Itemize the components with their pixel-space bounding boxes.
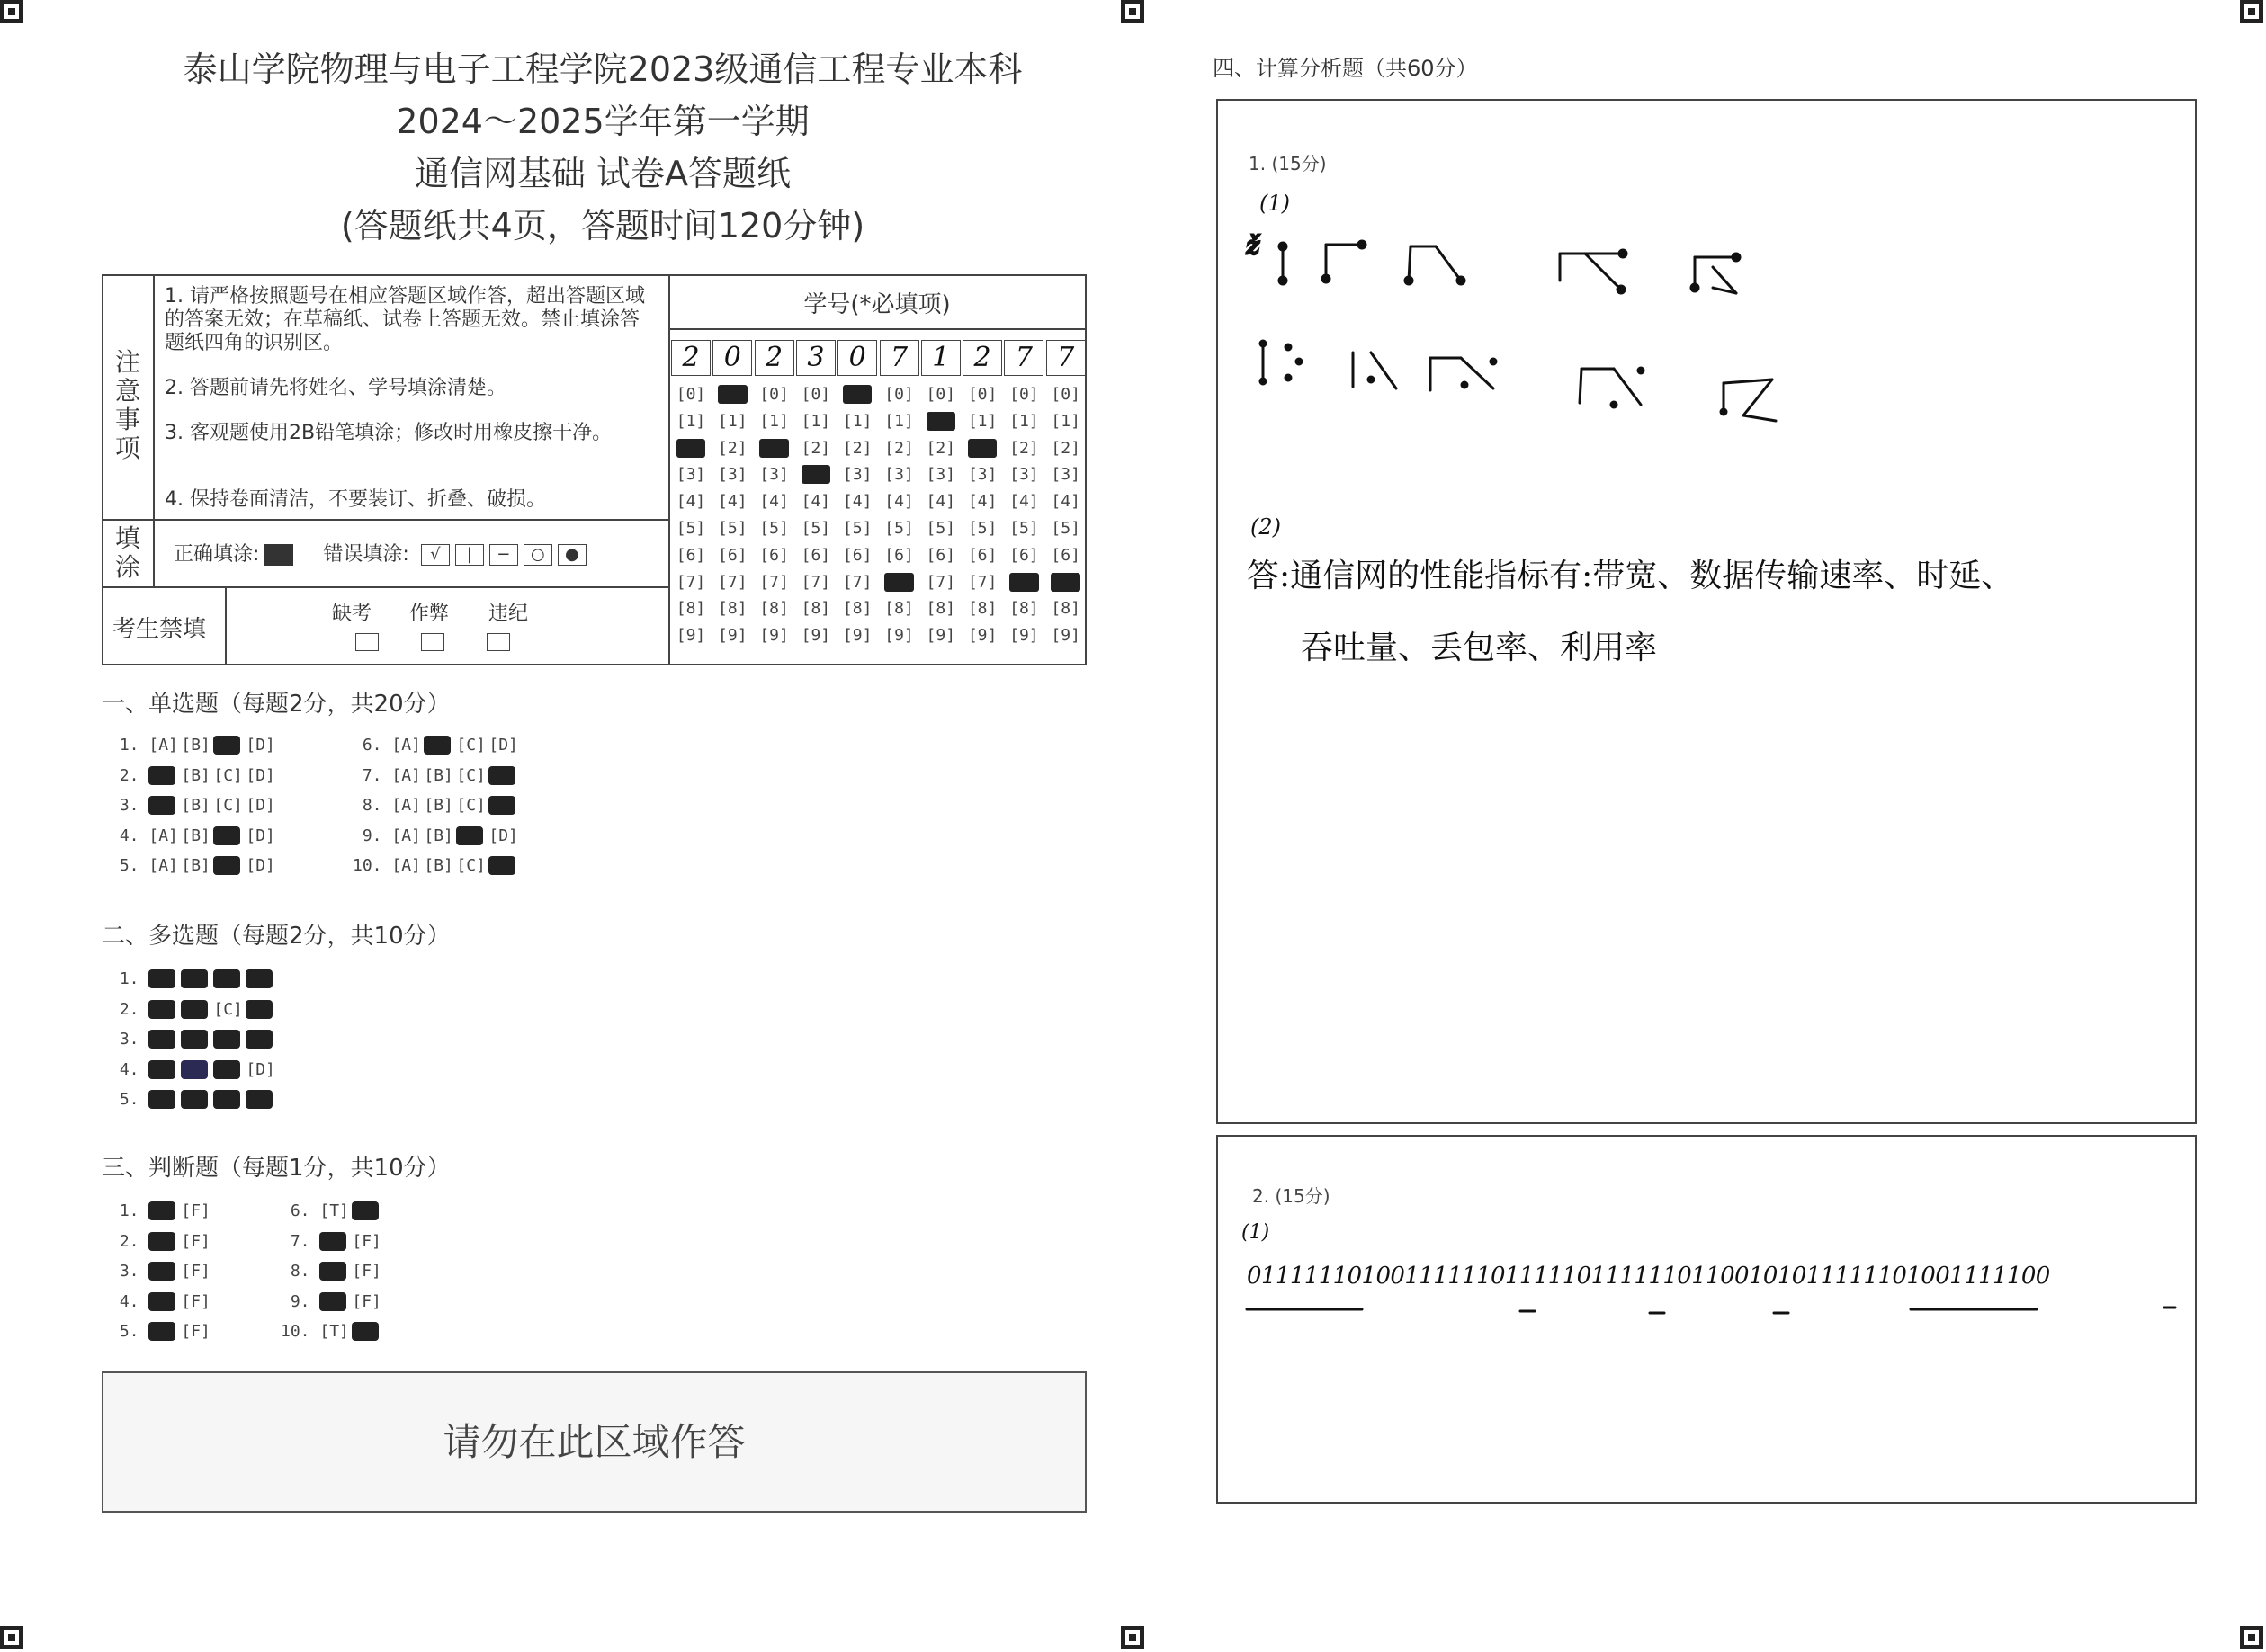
- student-id-bubble[interactable]: [0]: [926, 385, 956, 404]
- student-id-bubble[interactable]: [7]: [801, 572, 831, 592]
- student-id-bubble[interactable]: [6]: [967, 545, 998, 565]
- student-id-title: 学号(*必填项): [803, 291, 951, 318]
- corner-mark-bottom-middle: [1121, 1626, 1144, 1649]
- student-id-bubble[interactable]: [0]: [884, 385, 914, 404]
- answer-bubble[interactable]: [T]: [319, 1231, 349, 1251]
- answer-bubble[interactable]: [F]: [181, 1322, 210, 1341]
- answer-bubble[interactable]: [T]: [148, 1262, 178, 1281]
- student-id-bubble[interactable]: [3]: [801, 465, 831, 485]
- answer-bubble[interactable]: [T]: [319, 1322, 349, 1341]
- question-row: [110, 1292, 213, 1311]
- student-id-bubble[interactable]: [9]: [718, 626, 748, 646]
- student-id-bubble[interactable]: [7]: [676, 572, 706, 592]
- student-id-bubble[interactable]: [6]: [676, 545, 706, 565]
- student-id-digit-cell[interactable]: 2: [755, 340, 794, 376]
- student-id-bubble[interactable]: [7]: [1009, 572, 1039, 592]
- student-id-bubble[interactable]: [5]: [801, 519, 831, 538]
- answer-bubble[interactable]: [D]: [488, 796, 518, 815]
- question-row: [110, 736, 278, 755]
- question-number: 2.: [110, 765, 149, 785]
- correct-fill-mark: [264, 544, 293, 566]
- student-id-digit-cell[interactable]: 2: [671, 340, 711, 376]
- wrong-fill-circle: ○: [524, 544, 552, 566]
- answer-bubble[interactable]: [A]: [148, 1090, 178, 1109]
- student-id-bubble[interactable]: [1]: [1009, 411, 1039, 431]
- student-id-bubble[interactable]: [3]: [884, 465, 914, 485]
- student-id-bubble[interactable]: [4]: [926, 492, 956, 512]
- section2-title: 二、多选题（每题2分，共10分）: [102, 923, 451, 950]
- answer-bubble[interactable]: [B]: [181, 765, 210, 785]
- question-number: 1.: [110, 736, 149, 755]
- wrong-fill-label: 错误填涂:: [323, 543, 409, 566]
- answer-bubble[interactable]: [C]: [456, 826, 486, 845]
- exam-title-line1: 泰山学院物理与电子工程学院2023级通信工程专业本科: [183, 49, 1023, 89]
- student-id-bubble[interactable]: [8]: [884, 599, 914, 619]
- question-number: 2.: [110, 1231, 149, 1251]
- answer-bubble[interactable]: [C]: [213, 999, 243, 1019]
- question-number: 9.: [353, 826, 392, 845]
- question-row: [281, 1232, 384, 1251]
- q1-answer-line1: 答:通信网的性能指标有:带宽、数据传输速率、时延、: [1247, 558, 2014, 594]
- answer-bubble[interactable]: [A]: [148, 1059, 178, 1079]
- question-number: 5.: [110, 856, 149, 875]
- question-row: [110, 856, 278, 875]
- answer-bubble[interactable]: [B]: [181, 969, 210, 988]
- student-id-bubble[interactable]: [0]: [759, 385, 789, 404]
- student-id-bubble[interactable]: [1]: [1051, 411, 1080, 431]
- student-id-digit-cell[interactable]: 0: [712, 340, 752, 376]
- student-id-bubble[interactable]: [2]: [676, 438, 706, 458]
- answer-bubble[interactable]: [T]: [148, 1322, 178, 1341]
- student-id-bubble[interactable]: [1]: [718, 411, 748, 431]
- answer-bubble[interactable]: [A]: [148, 736, 178, 755]
- student-id-bubble[interactable]: [8]: [801, 599, 831, 619]
- student-id-bubble[interactable]: [8]: [676, 599, 706, 619]
- student-id-bubble[interactable]: [4]: [801, 492, 831, 512]
- answer-bubble[interactable]: [D]: [246, 1059, 275, 1079]
- student-id-bubble[interactable]: [0]: [1009, 385, 1039, 404]
- student-id-bubble[interactable]: [5]: [1051, 519, 1080, 538]
- student-id-bubble[interactable]: [7]: [842, 572, 873, 592]
- question-row: [110, 1201, 213, 1220]
- student-id-bubble[interactable]: [5]: [926, 519, 956, 538]
- student-id-bubble[interactable]: [0]: [801, 385, 831, 404]
- answer-bubble[interactable]: [A]: [391, 765, 421, 785]
- student-id-bubble[interactable]: [5]: [718, 519, 748, 538]
- student-id-bubble[interactable]: [9]: [759, 626, 789, 646]
- question-number: 4.: [110, 826, 149, 845]
- answer-bubble[interactable]: [D]: [246, 969, 275, 988]
- question-row: [281, 1201, 384, 1220]
- corner-mark-bottom-left: [0, 1626, 23, 1649]
- student-id-bubble[interactable]: [6]: [759, 545, 789, 565]
- forbidden-cheat-label: 作弊: [409, 603, 450, 625]
- q1-answer-box[interactable]: [1216, 99, 2197, 1124]
- answer-bubble[interactable]: [A]: [148, 999, 178, 1019]
- question-row: [281, 1262, 384, 1281]
- exam-title-line4: (答题纸共4页，答题时间120分钟): [340, 206, 865, 246]
- student-id-bubble[interactable]: [8]: [759, 599, 789, 619]
- q2-answer-box[interactable]: [1216, 1135, 2197, 1504]
- student-id-bubble[interactable]: [4]: [676, 492, 706, 512]
- corner-mark-top-middle: [1121, 0, 1144, 23]
- student-id-bubble[interactable]: [2]: [842, 438, 873, 458]
- fill-label: 填 涂: [114, 523, 140, 582]
- student-id-bubble[interactable]: [8]: [718, 599, 748, 619]
- student-id-bubble[interactable]: [2]: [1051, 438, 1080, 458]
- question-row: [353, 856, 521, 875]
- answer-bubble[interactable]: [C]: [213, 969, 243, 988]
- forbidden-violation-label: 违纪: [488, 603, 529, 625]
- answer-bubble[interactable]: [T]: [148, 1231, 178, 1251]
- student-id-digit-cell[interactable]: 2: [963, 340, 1002, 376]
- question-row: [110, 796, 278, 815]
- answer-bubble[interactable]: [D]: [246, 736, 275, 755]
- answer-bubble[interactable]: [C]: [456, 856, 486, 875]
- student-id-bubble[interactable]: [9]: [967, 626, 998, 646]
- student-id-bubble[interactable]: [8]: [1051, 599, 1080, 619]
- answer-bubble[interactable]: [C]: [213, 736, 243, 755]
- wrong-fill-bar: |: [455, 544, 484, 566]
- question-row: [353, 766, 521, 785]
- answer-bubble[interactable]: [F]: [181, 1231, 210, 1251]
- student-id-bubble[interactable]: [4]: [759, 492, 789, 512]
- question-row: [281, 1322, 384, 1341]
- question-row: [110, 1090, 278, 1109]
- answer-bubble[interactable]: [D]: [488, 826, 518, 845]
- q1-part2-label: (2): [1250, 514, 1281, 540]
- q1-part1-label: (1): [1259, 191, 1290, 216]
- exam-title-line2: 2024～2025学年第一学期: [396, 102, 810, 141]
- question-number: 10.: [353, 856, 392, 875]
- answer-bubble[interactable]: [T]: [148, 1291, 178, 1311]
- student-id-bubble[interactable]: [3]: [967, 465, 998, 485]
- question-row: [110, 1322, 213, 1341]
- corner-mark-top-right: [2240, 0, 2263, 23]
- question-number: 3.: [110, 1030, 149, 1049]
- answer-bubble[interactable]: [C]: [213, 856, 243, 875]
- answer-bubble[interactable]: [A]: [148, 856, 178, 875]
- question-row: [110, 1232, 213, 1251]
- student-id-bubble[interactable]: [4]: [718, 492, 748, 512]
- student-id-bubble[interactable]: [4]: [1051, 492, 1080, 512]
- student-id-bubble[interactable]: [0]: [1051, 385, 1080, 404]
- student-id-bubble[interactable]: [5]: [842, 519, 873, 538]
- answer-bubble[interactable]: [A]: [148, 765, 178, 785]
- student-id-bubble[interactable]: [2]: [1009, 438, 1039, 458]
- student-id-bubble[interactable]: [3]: [926, 465, 956, 485]
- student-id-bubble[interactable]: [1]: [842, 411, 873, 431]
- student-id-bubble[interactable]: [7]: [926, 572, 956, 592]
- answer-bubble[interactable]: [T]: [319, 1201, 349, 1220]
- correct-fill-label: 正确填涂:: [174, 543, 260, 566]
- student-id-bubble[interactable]: [0]: [967, 385, 998, 404]
- answer-bubble[interactable]: [C]: [213, 765, 243, 785]
- answer-bubble[interactable]: [T]: [319, 1262, 349, 1281]
- student-id-bubble[interactable]: [9]: [842, 626, 873, 646]
- question-number: 1.: [110, 1201, 149, 1220]
- student-id-bubble[interactable]: [2]: [926, 438, 956, 458]
- student-id-bubble[interactable]: [2]: [967, 438, 998, 458]
- question-row: [110, 826, 278, 845]
- q2-part1-label: (1): [1241, 1221, 1270, 1244]
- student-id-bubble[interactable]: [2]: [718, 438, 748, 458]
- fill-example-row: [174, 539, 587, 567]
- question-number: 10.: [281, 1322, 320, 1341]
- student-id-bubble[interactable]: [2]: [759, 438, 789, 458]
- student-id-bubble[interactable]: [1]: [967, 411, 998, 431]
- student-id-bubble[interactable]: [1]: [884, 411, 914, 431]
- answer-bubble[interactable]: [D]: [246, 1090, 275, 1109]
- question-row: [110, 969, 278, 988]
- student-id-bubble[interactable]: [6]: [718, 545, 748, 565]
- student-id-bubble[interactable]: [5]: [884, 519, 914, 538]
- question-number: 8.: [281, 1262, 320, 1281]
- student-id-bubble[interactable]: [7]: [884, 572, 914, 592]
- answer-bubble[interactable]: [B]: [181, 856, 210, 875]
- answer-bubble[interactable]: [C]: [213, 1030, 243, 1049]
- section1-title: 一、单选题（每题2分，共20分）: [102, 691, 451, 718]
- student-id-digit-cell[interactable]: 7: [1046, 340, 1086, 376]
- question-number: 6.: [281, 1201, 320, 1220]
- answer-bubble[interactable]: [B]: [181, 1059, 210, 1079]
- question-row: [110, 766, 278, 785]
- student-id-bubble[interactable]: [9]: [676, 626, 706, 646]
- student-id-bubble[interactable]: [2]: [884, 438, 914, 458]
- question-number: 8.: [353, 796, 392, 815]
- student-id-bubble[interactable]: [3]: [718, 465, 748, 485]
- student-id-bubble[interactable]: [9]: [801, 626, 831, 646]
- question-number: 2.: [110, 999, 149, 1019]
- question-row: [110, 1262, 213, 1281]
- student-id-bubble[interactable]: [3]: [1051, 465, 1080, 485]
- answer-bubble[interactable]: [B]: [424, 736, 453, 755]
- student-id-bubble[interactable]: [3]: [676, 465, 706, 485]
- answer-bubble[interactable]: [A]: [391, 856, 421, 875]
- question-number: 4.: [110, 1059, 149, 1079]
- answer-bubble[interactable]: [T]: [319, 1291, 349, 1311]
- student-id-bubble[interactable]: [5]: [676, 519, 706, 538]
- answer-bubble[interactable]: [B]: [181, 999, 210, 1019]
- question-number: 9.: [281, 1291, 320, 1311]
- answer-bubble[interactable]: [A]: [148, 969, 178, 988]
- question-row: [353, 796, 521, 815]
- corner-mark-bottom-right: [2240, 1626, 2263, 1649]
- no-answer-zone: 请勿在此区域作答: [102, 1371, 1087, 1513]
- student-id-bubble[interactable]: [9]: [884, 626, 914, 646]
- answer-bubble[interactable]: [F]: [352, 1322, 381, 1341]
- question-row: [110, 1030, 278, 1049]
- q2-label: 2. (15分): [1252, 1185, 1330, 1207]
- answer-bubble[interactable]: [B]: [181, 826, 210, 845]
- q1-answer-line2: 吞吐量、丢包率、利用率: [1301, 630, 1658, 666]
- forbidden-violation-box[interactable]: [487, 633, 510, 651]
- answer-bubble[interactable]: [D]: [488, 736, 518, 755]
- corner-mark-top-left: [0, 0, 23, 23]
- answer-bubble[interactable]: [F]: [352, 1231, 381, 1251]
- question-row: [110, 1060, 278, 1079]
- section3-title: 三、判断题（每题1分，共10分）: [102, 1155, 451, 1182]
- question-number: 1.: [110, 969, 149, 988]
- student-id-bubble[interactable]: [4]: [967, 492, 998, 512]
- student-id-bubble[interactable]: [3]: [759, 465, 789, 485]
- answer-bubble[interactable]: [A]: [148, 1030, 178, 1049]
- answer-bubble[interactable]: [B]: [424, 826, 453, 845]
- answer-bubble[interactable]: [C]: [456, 736, 486, 755]
- answer-bubble[interactable]: [B]: [181, 1030, 210, 1049]
- notice-label: 注 意 事 项: [114, 347, 140, 463]
- answer-bubble[interactable]: [F]: [352, 1262, 381, 1281]
- student-id-bubble[interactable]: [5]: [967, 519, 998, 538]
- answer-bubble[interactable]: [D]: [488, 856, 518, 875]
- student-id-bubble[interactable]: [6]: [842, 545, 873, 565]
- student-id-bubble[interactable]: [7]: [759, 572, 789, 592]
- answer-bubble[interactable]: [A]: [148, 826, 178, 845]
- student-id-bubble[interactable]: [4]: [842, 492, 873, 512]
- student-id-digit-cell[interactable]: 1: [921, 340, 961, 376]
- answer-bubble[interactable]: [F]: [181, 1291, 210, 1311]
- q1-graph-sketches: [1245, 227, 1965, 496]
- student-id-bubble[interactable]: [6]: [884, 545, 914, 565]
- question-number: 5.: [110, 1322, 149, 1341]
- answer-bubble[interactable]: [F]: [181, 1262, 210, 1281]
- question-number: 5.: [110, 1090, 149, 1109]
- answer-bubble[interactable]: [B]: [181, 796, 210, 815]
- section4-title: 四、计算分析题（共60分）: [1213, 56, 1478, 81]
- student-id-bubble[interactable]: [7]: [967, 572, 998, 592]
- notice-item-4: 4. 保持卷面清洁，不要装订、折叠、破损。: [165, 488, 546, 511]
- answer-bubble[interactable]: [D]: [246, 826, 275, 845]
- answer-bubble[interactable]: [D]: [246, 765, 275, 785]
- student-id-bubble[interactable]: [8]: [842, 599, 873, 619]
- answer-bubble[interactable]: [C]: [456, 796, 486, 815]
- answer-bubble[interactable]: [D]: [246, 796, 275, 815]
- answer-bubble[interactable]: [C]: [213, 1090, 243, 1109]
- question-number: 4.: [110, 1291, 149, 1311]
- student-id-bubble[interactable]: [3]: [1009, 465, 1039, 485]
- student-id-bubble[interactable]: [6]: [1009, 545, 1039, 565]
- student-id-bubble[interactable]: [6]: [1051, 545, 1080, 565]
- student-id-digit-cell[interactable]: 7: [880, 340, 919, 376]
- student-id-digit-cell[interactable]: 7: [1004, 340, 1043, 376]
- student-id-bubble[interactable]: [9]: [1051, 626, 1080, 646]
- answer-bubble[interactable]: [B]: [424, 765, 453, 785]
- wrong-fill-dash: −: [489, 544, 518, 566]
- answer-bubble[interactable]: [A]: [391, 826, 421, 845]
- answer-bubble[interactable]: [D]: [246, 999, 275, 1019]
- student-id-bubble[interactable]: [7]: [1051, 572, 1080, 592]
- answer-bubble[interactable]: [F]: [352, 1291, 381, 1311]
- answer-bubble[interactable]: [A]: [391, 736, 421, 755]
- wrong-fill-dot: ●: [558, 544, 587, 566]
- student-id-bubble[interactable]: [1]: [759, 411, 789, 431]
- forbidden-absent-box[interactable]: [355, 633, 379, 651]
- answer-bubble[interactable]: [B]: [181, 736, 210, 755]
- question-number: 3.: [110, 796, 149, 815]
- student-id-bubble[interactable]: [6]: [926, 545, 956, 565]
- answer-bubble[interactable]: [F]: [181, 1201, 210, 1220]
- forbidden-absent-label: 缺考: [332, 603, 372, 625]
- student-id-bubble[interactable]: [5]: [759, 519, 789, 538]
- student-id-bubble[interactable]: [9]: [926, 626, 956, 646]
- answer-bubble[interactable]: [A]: [148, 796, 178, 815]
- answer-bubble[interactable]: [C]: [456, 765, 486, 785]
- answer-bubble[interactable]: [D]: [488, 765, 518, 785]
- student-id-bubble[interactable]: [8]: [926, 599, 956, 619]
- student-id-bubble[interactable]: [1]: [676, 411, 706, 431]
- question-row: [110, 1000, 278, 1019]
- student-id-digit-cell[interactable]: 0: [837, 340, 877, 376]
- student-id-bubble[interactable]: [8]: [967, 599, 998, 619]
- student-id-bubble[interactable]: [3]: [842, 465, 873, 485]
- answer-bubble[interactable]: [C]: [213, 796, 243, 815]
- notice-item-2: 2. 答题前请先将姓名、学号填涂清楚。: [165, 377, 506, 399]
- q2-bitstream: 01111110100111111011111011111101100101011111101001111100: [1247, 1263, 2050, 1290]
- student-id-bubble[interactable]: [4]: [884, 492, 914, 512]
- question-row: [353, 826, 521, 845]
- notice-item-3: 3. 客观题使用2B铅笔填涂；修改时用橡皮擦干净。: [165, 422, 613, 444]
- answer-bubble[interactable]: [B]: [424, 796, 453, 815]
- answer-bubble[interactable]: [T]: [148, 1201, 178, 1220]
- student-id-digit-cell[interactable]: 3: [796, 340, 836, 376]
- svg-text:ž: ž: [1247, 233, 1259, 260]
- student-id-bubble[interactable]: [1]: [801, 411, 831, 431]
- student-id-bubble[interactable]: [1]: [926, 411, 956, 431]
- exam-title-line3: 通信网基础 试卷A答题纸: [414, 154, 792, 193]
- question-row: [281, 1292, 384, 1311]
- student-id-bubble[interactable]: [0]: [676, 385, 706, 404]
- question-number: 3.: [110, 1262, 149, 1281]
- answer-bubble[interactable]: [F]: [352, 1201, 381, 1220]
- answer-bubble[interactable]: [D]: [246, 856, 275, 875]
- answer-bubble[interactable]: [A]: [391, 796, 421, 815]
- question-row: [353, 736, 521, 755]
- q2-stuffing-underlines: [1245, 1299, 2181, 1335]
- q1-label: 1. (15分): [1249, 153, 1327, 174]
- question-number: 7.: [353, 765, 392, 785]
- student-id-bubble[interactable]: [0]: [718, 385, 748, 404]
- answer-bubble[interactable]: [B]: [424, 856, 453, 875]
- student-id-bubble[interactable]: [7]: [718, 572, 748, 592]
- student-id-bubble[interactable]: [8]: [1009, 599, 1039, 619]
- student-id-bubble[interactable]: [9]: [1009, 626, 1039, 646]
- student-id-bubble[interactable]: [6]: [801, 545, 831, 565]
- answer-bubble[interactable]: [C]: [213, 826, 243, 845]
- wrong-fill-check: √: [421, 544, 450, 566]
- answer-bubble[interactable]: [B]: [181, 1090, 210, 1109]
- question-number: 6.: [353, 736, 392, 755]
- question-number: 7.: [281, 1231, 320, 1251]
- forbidden-cheat-box[interactable]: [421, 633, 444, 651]
- exam-forbidden-label: 考生禁填: [112, 616, 207, 643]
- student-id-bubble[interactable]: [5]: [1009, 519, 1039, 538]
- notice-item-1: 1. 请严格按照题号在相应答题区域作答，超出答题区域的答案无效；在草稿纸、试卷上答题无效。禁止填涂答题纸四角的识别区。: [165, 285, 645, 354]
- student-id-bubble[interactable]: [0]: [842, 385, 873, 404]
- student-id-bubble[interactable]: [2]: [801, 438, 831, 458]
- student-id-bubble[interactable]: [4]: [1009, 492, 1039, 512]
- answer-bubble[interactable]: [D]: [246, 1030, 275, 1049]
- answer-bubble[interactable]: [C]: [213, 1059, 243, 1079]
